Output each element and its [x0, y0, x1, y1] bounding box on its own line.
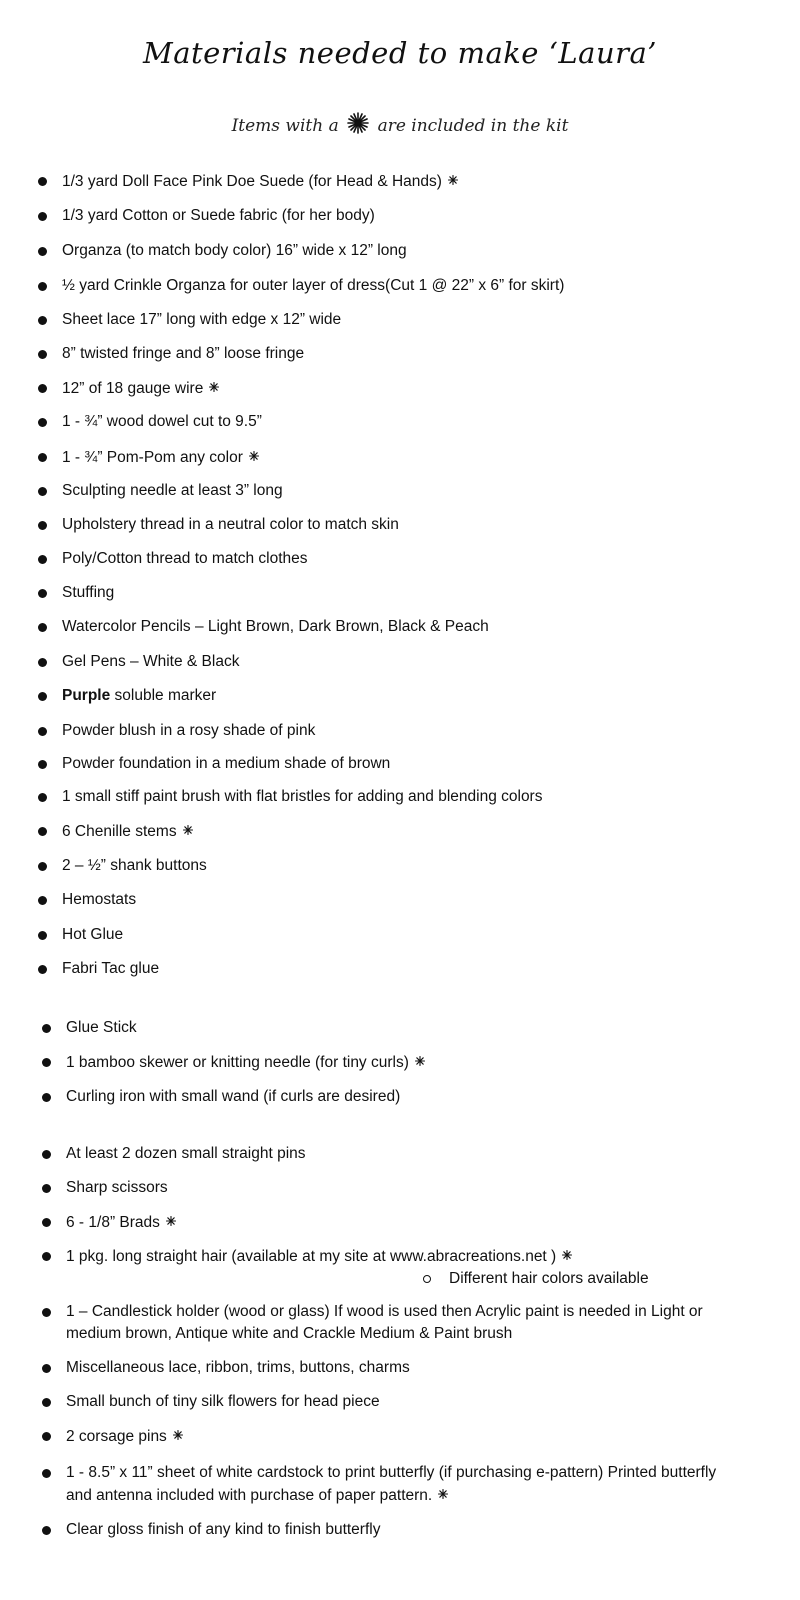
- kit-star-icon: [166, 1211, 176, 1233]
- kit-legend-before: Items with a: [231, 116, 339, 136]
- list-bullet: [42, 1364, 51, 1373]
- list-item-text: 1/3 yard Doll Face Pink Doe Suede (for Head & Hands): [62, 173, 442, 190]
- list-bullet: [42, 1308, 51, 1317]
- kit-star-icon: [438, 1484, 448, 1506]
- list-item-text: 1/3 yard Cotton or Suede fabric (for her body): [62, 207, 375, 224]
- list-bullet: [38, 727, 47, 736]
- list-item-text: 12” of 18 gauge wire: [62, 380, 204, 397]
- list-item-text: Gel Pens – White & Black: [62, 653, 240, 670]
- list-item-text: Stuffing: [62, 584, 115, 601]
- list-item-text-continued: and antenna included with purchase of paper pattern.: [66, 1487, 433, 1504]
- list-bullet: [38, 247, 47, 256]
- list-item-text: Sharp scissors: [66, 1179, 168, 1196]
- kit-star-icon: [173, 1425, 183, 1447]
- kit-star-icon: [415, 1051, 425, 1073]
- list-bullet: [38, 658, 47, 667]
- list-item: [62, 753, 790, 775]
- list-item: [66, 1051, 790, 1074]
- list-item: [62, 377, 790, 400]
- list-item-text: Glue Stick: [66, 1019, 137, 1036]
- list-item-text: Poly/Cotton thread to match clothes: [62, 550, 308, 567]
- list-item: [62, 582, 790, 604]
- list-bullet: [38, 896, 47, 905]
- list-item-text: Sculpting needle at least 3” long: [62, 482, 283, 499]
- list-item: [62, 616, 790, 638]
- list-item: [62, 548, 790, 570]
- list-item-text: Hot Glue: [62, 926, 124, 943]
- list-item-text: Powder foundation in a medium shade of brown: [62, 755, 391, 772]
- kit-legend-after: are included in the kit: [377, 116, 569, 136]
- list-bullet: [38, 931, 47, 940]
- list-item-text: ½ yard Crinkle Organza for outer layer of dress(Cut 1 @ 22” x 6” for skirt): [62, 277, 565, 294]
- list-item-text: At least 2 dozen small straight pins: [66, 1145, 306, 1162]
- list-bullet: [42, 1184, 51, 1193]
- list-item: [66, 1391, 790, 1413]
- list-bullet: [42, 1469, 51, 1478]
- list-item: [62, 275, 790, 297]
- list-bullet: [42, 1058, 51, 1067]
- list-item: [66, 1519, 790, 1541]
- list-item-text: soluble marker: [110, 687, 217, 704]
- list-item: [62, 855, 790, 877]
- list-bullet: [38, 521, 47, 530]
- list-bullet: [38, 177, 47, 186]
- list-bullet: [38, 623, 47, 632]
- page-title: Materials needed to make ‘Laura’: [143, 36, 657, 70]
- list-bullet: [42, 1093, 51, 1102]
- kit-star-icon: [249, 446, 259, 468]
- list-item-text: 1 pkg. long straight hair (available at my site at www.abracreations.net ): [66, 1248, 557, 1265]
- sub-bullet-circle: [423, 1275, 431, 1283]
- list-item: [62, 514, 790, 536]
- list-item-text: 2 – ½” shank buttons: [62, 857, 207, 874]
- list-item: [62, 786, 790, 808]
- list-bullet: [42, 1252, 51, 1261]
- list-item-text: Powder blush in a rosy shade of pink: [62, 722, 316, 739]
- list-item-text: 8” twisted fringe and 8” loose fringe: [62, 345, 305, 362]
- list-bullet: [38, 793, 47, 802]
- list-item: [62, 446, 790, 469]
- list-item: [62, 309, 790, 331]
- list-bullet: [38, 212, 47, 221]
- list-item-text: 1 - ¾” wood dowel cut to 9.5”: [62, 413, 262, 430]
- list-item: [62, 820, 790, 843]
- list-item: [62, 889, 790, 911]
- list-item: [66, 1211, 790, 1234]
- list-bullet: [38, 384, 47, 393]
- list-bullet: [42, 1150, 51, 1159]
- list-bullet: [38, 453, 47, 462]
- list-bullet: [38, 589, 47, 598]
- list-item: [66, 1143, 790, 1165]
- list-item: [66, 1177, 790, 1199]
- list-item-text: Sheet lace 17” long with edge x 12” wide: [62, 311, 342, 328]
- list-item: [66, 1017, 790, 1039]
- list-item-text: Small bunch of tiny silk flowers for head piece: [66, 1393, 380, 1410]
- list-bullet: [42, 1024, 51, 1033]
- list-item: [66, 1245, 790, 1268]
- list-item: [62, 205, 790, 227]
- list-item: [62, 924, 790, 946]
- list-bullet: [42, 1526, 51, 1535]
- asterisk-star-icon: [347, 112, 369, 139]
- list-item-text: 6 Chenille stems: [62, 823, 177, 840]
- kit-star-icon: [183, 820, 193, 842]
- list-item: [62, 411, 790, 433]
- list-bullet: [38, 350, 47, 359]
- kit-legend: [0, 112, 800, 139]
- list-bullet: [38, 862, 47, 871]
- list-item-bold-text: Purple: [62, 687, 111, 704]
- list-bullet: [38, 692, 47, 701]
- list-item: [66, 1462, 790, 1507]
- list-item-text: 1 bamboo skewer or knitting needle (for tiny curls): [66, 1054, 409, 1071]
- list-item-text: Hemostats: [62, 891, 137, 908]
- list-item: [62, 240, 790, 262]
- list-item: [62, 343, 790, 365]
- list-bullet: [38, 760, 47, 769]
- list-item-text: 6 - 1/8” Brads: [66, 1214, 160, 1231]
- list-item-text: Miscellaneous lace, ribbon, trims, buttons, charms: [66, 1359, 410, 1376]
- list-item: [62, 720, 790, 742]
- list-item-text: Fabri Tac glue: [62, 960, 160, 977]
- list-item-text: Curling iron with small wand (if curls are desired): [66, 1088, 401, 1105]
- list-item-text: Clear gloss finish of any kind to finish butterfly: [66, 1521, 381, 1538]
- list-bullet: [42, 1398, 51, 1407]
- list-bullet: [38, 827, 47, 836]
- list-item-text: 1 - 8.5” x 11” sheet of white cardstock to print butterfly (if purchasing e-pattern) Printed butterfly: [66, 1464, 717, 1481]
- list-item-text-continued: medium brown, Antique white and Crackle Medium & Paint brush: [66, 1325, 513, 1342]
- list-bullet: [42, 1432, 51, 1441]
- list-item-text: 2 corsage pins: [66, 1428, 167, 1445]
- list-item-text: Organza (to match body color) 16” wide x 12” long: [62, 242, 407, 259]
- list-item: [66, 1086, 790, 1108]
- list-item: [62, 685, 790, 707]
- list-item-text: Watercolor Pencils – Light Brown, Dark Brown, Black & Peach: [62, 618, 489, 635]
- list-bullet: [38, 965, 47, 974]
- list-item: [62, 958, 790, 980]
- kit-star-icon: [448, 170, 458, 192]
- list-bullet: [38, 282, 47, 291]
- list-item: [66, 1357, 790, 1379]
- list-bullet: [38, 418, 47, 427]
- list-item-text: 1 – Candlestick holder (wood or glass) If wood is used then Acrylic paint is needed in Light or: [66, 1303, 703, 1320]
- list-item: [62, 651, 790, 673]
- list-item-text: 1 small stiff paint brush with flat bristles for adding and blending colors: [62, 788, 543, 805]
- list-bullet: [38, 555, 47, 564]
- list-item: [62, 480, 790, 502]
- list-sub-item: Different hair colors available: [449, 1270, 649, 1287]
- kit-star-icon: [209, 377, 219, 399]
- list-bullet: [42, 1218, 51, 1227]
- list-bullet: [38, 487, 47, 496]
- list-item-text: Upholstery thread in a neutral color to match skin: [62, 516, 399, 533]
- list-item: [62, 170, 790, 193]
- list-item: [66, 1425, 790, 1448]
- kit-star-icon: [562, 1245, 572, 1267]
- list-bullet: [38, 316, 47, 325]
- list-item-text: 1 - ¾” Pom-Pom any color: [62, 449, 243, 466]
- list-item: [66, 1301, 790, 1345]
